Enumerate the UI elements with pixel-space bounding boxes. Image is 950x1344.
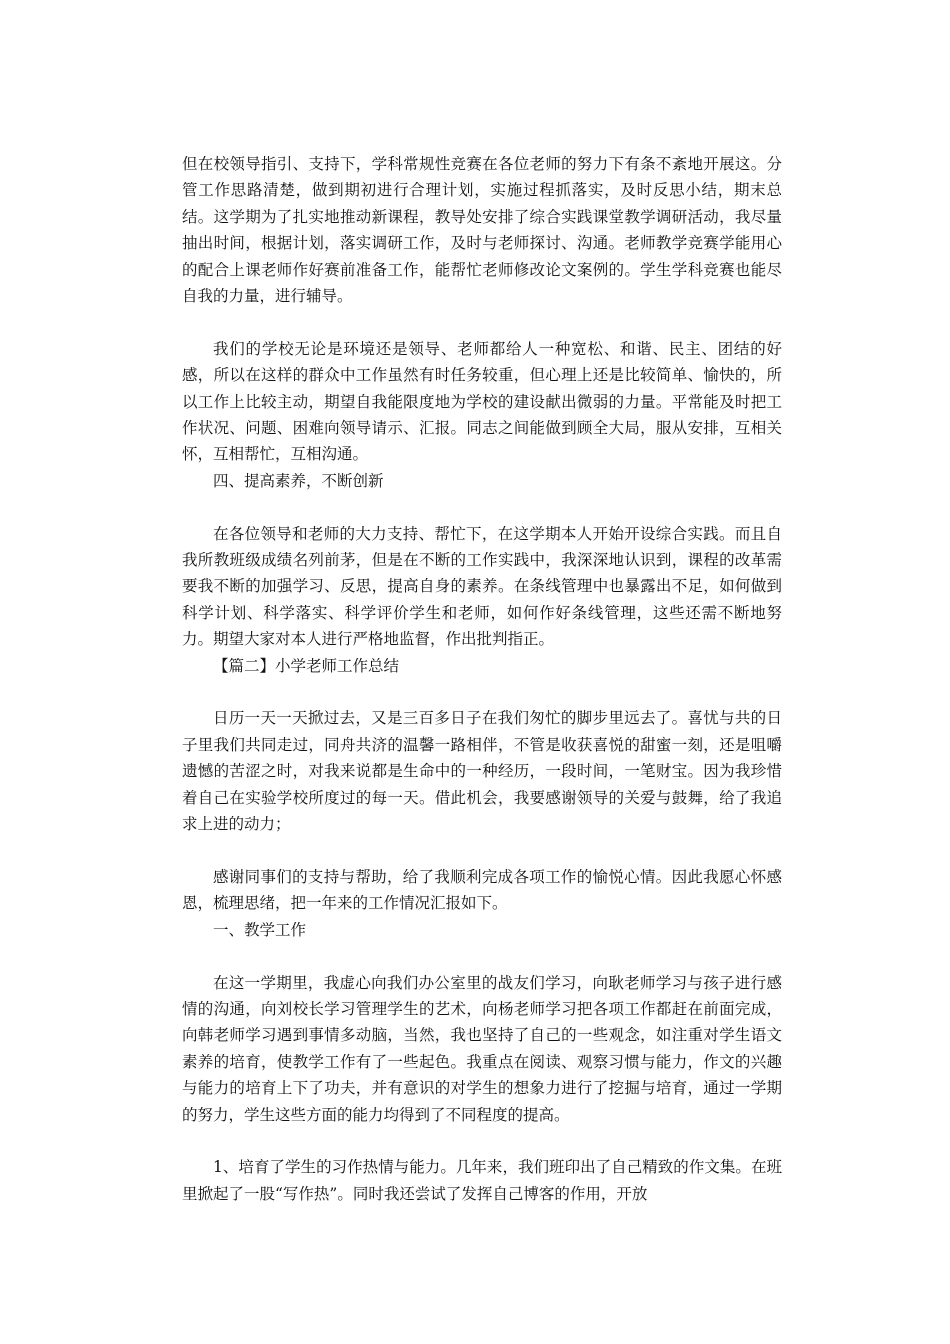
paragraph-1: 但在校领导指引、支持下，学科常规性竞赛在各位老师的努力下有条不紊地开展这。分管工作思路清楚，做到期初进行合理计划，实施过程抓落实，及时反思小结，期末总结。这学期为了扎实地推动新课程，教导处安排了综合实践课堂教学调研活动，我尽量抽出时间，根据计划，落实调研工作，及时与老师探讨、沟通。老师教学竞赛学能用心的配合上课老师作好赛前准备工作，能帮忙老师修改论文案例的。学生学科竞赛也能尽自我的力量，进行辅导。	[182, 155, 782, 306]
paragraph-4: 日历一天一天掀过去，又是三百多日子在我们匆忙的脚步里远去了。喜忧与共的日子里我们共同走过，同舟共济的温馨一路相伴，不管是收获喜悦的甜蜜一刻，还是咀嚼遗憾的苦涩之时，对我来说都是生命中的一种经历，一段时间，一笔财宝。因为我珍惜着自己在实验学校所度过的每一天。借此机会，我要感谢领导的关爱与鼓舞，给了我追求上进的动力；	[182, 709, 782, 834]
paragraph-5: 感谢同事们的支持与帮助，给了我顺利完成各项工作的愉悦心情。因此我愿心怀感恩，梳理思绪，把一年来的工作情况汇报如下。	[182, 867, 782, 913]
paragraph-7: 1、培育了学生的习作热情与能力。几年来，我们班印出了自己精致的作文集。在班里掀起了一股“写作热”。同时我还尝试了发挥自己博客的作用，开放	[182, 1158, 782, 1203]
paragraph-3: 在各位领导和老师的大力支持、帮忙下，在这学期本人开始开设综合实践。而且自我所教班级成绩名列前茅，但是在不断的工作实践中，我深深地认识到，课程的改革需要我不断的加强学习、反思，提高自身的素养。在条线管理中也暴露出不足，如何做到科学计划、科学落实、科学评价学生和老师，如何作好条线管理，这些还需不断地努力。期望大家对本人进行严格地监督，作出批判指正。	[182, 524, 782, 649]
article-title-2: 【篇二】小学老师工作总结	[213, 656, 400, 675]
section-heading-4: 四、提高素养，不断创新	[213, 471, 384, 490]
paragraph-6: 在这一学期里，我虚心向我们办公室里的战友们学习，向耿老师学习与孩子进行感情的沟通，向刘校长学习管理学生的艺术，向杨老师学习把各项工作都赶在前面完成，向韩老师学习遇到事情多动脑，当然，我也坚持了自己的一些观念，如注重对学生语文素养的培育，使教学工作有了一些起色。我重点在阅读、观察习惯与能力，作文的兴趣与能力的培育上下了功夫，并有意识的对学生的想象力进行了挖掘与培育，通过一学期的努力，学生这些方面的能力均得到了不同程度的提高。	[182, 973, 782, 1124]
section-heading-1: 一、教学工作	[213, 920, 307, 939]
document-page	[182, 151, 782, 1207]
paragraph-2: 我们的学校无论是环境还是领导、老师都给人一种宽松、和谐、民主、团结的好感，所以在这样的群众中工作虽然有时任务较重，但心理上还是比较简单、愉快的，所以工作上比较主动，期望自我能限度地为学校的建设献出微弱的力量。平常能及时把工作状况、问题、困难向领导请示、汇报。同志之间能做到顾全大局，服从安排，互相关怀，互相帮忙，互相沟通。	[182, 339, 782, 464]
